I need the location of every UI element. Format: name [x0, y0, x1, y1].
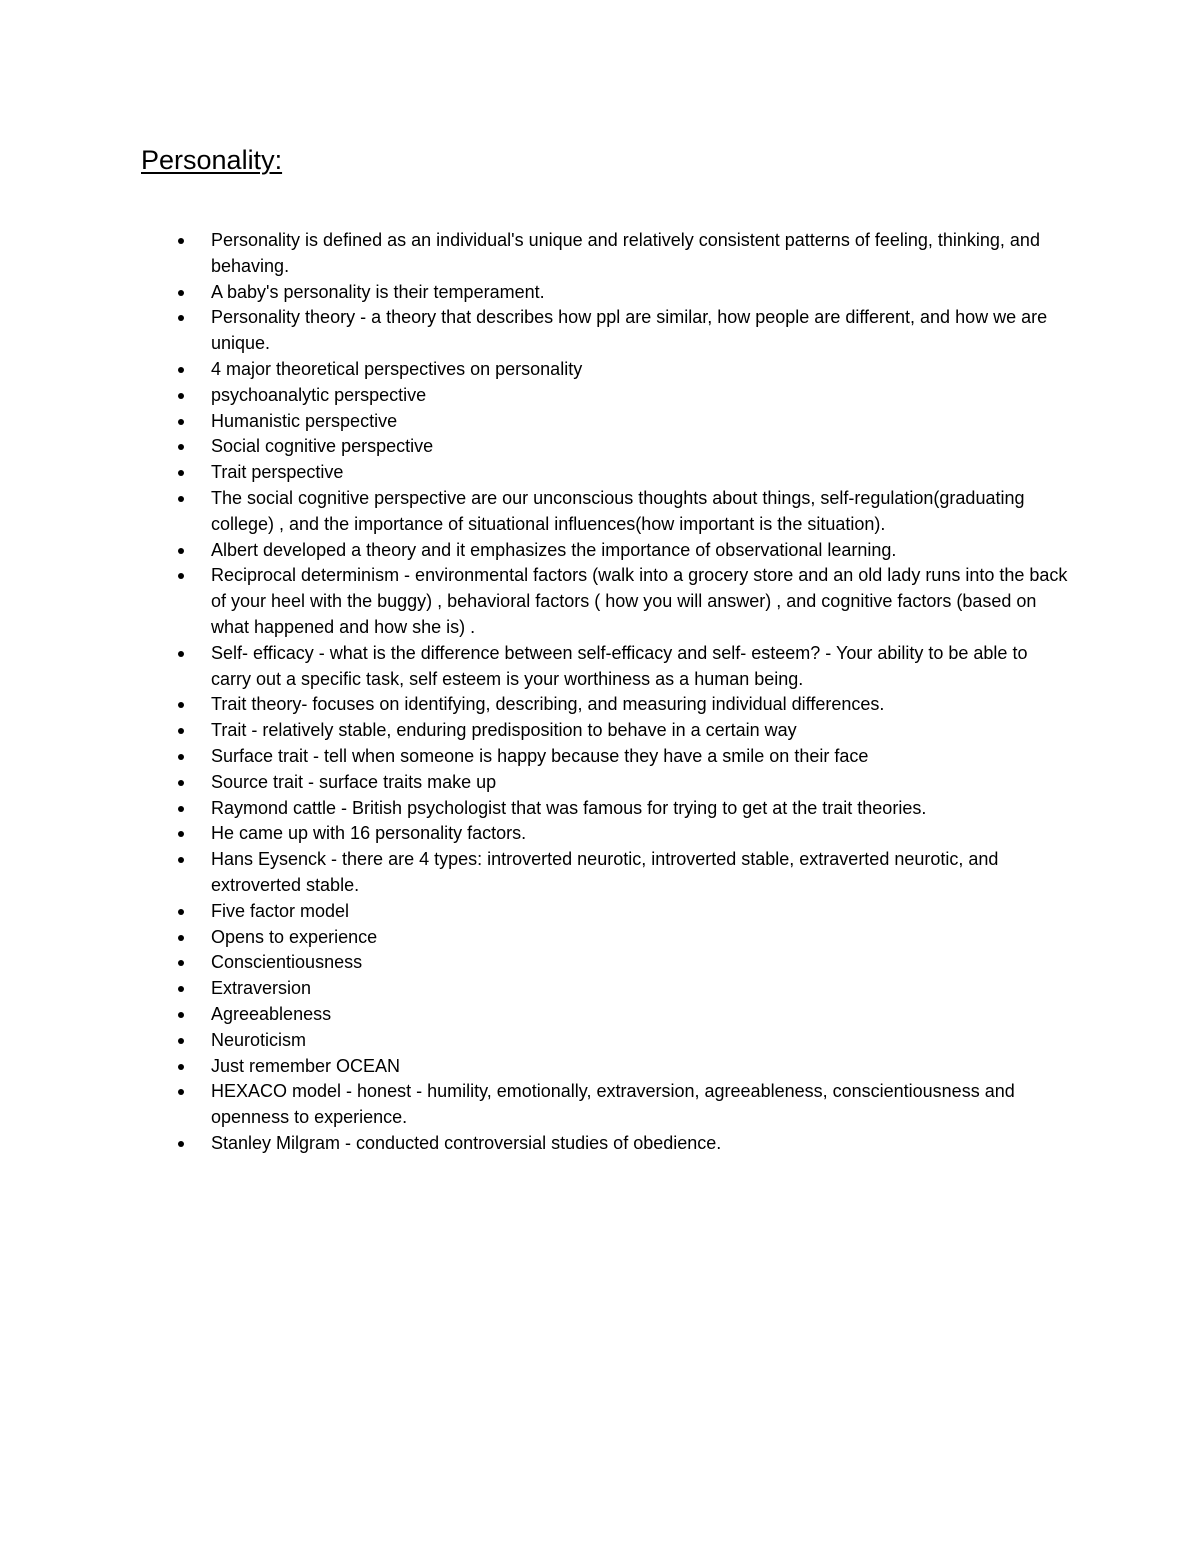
list-item-text: Neuroticism — [211, 1029, 307, 1050]
bullet-dot-icon — [178, 470, 184, 476]
bullet-dot-icon — [178, 1012, 184, 1018]
bullet-dot-icon — [178, 806, 184, 812]
list-item-text: Social cognitive perspective — [211, 436, 434, 457]
list-item-text: Albert developed a theory and it emphasizes the importance of observational learning. — [211, 539, 897, 560]
list-item-text: Extraversion — [211, 978, 312, 999]
list-item-text: He came up with 16 personality factors. — [211, 823, 527, 844]
list-item — [211, 821, 1069, 847]
bullet-dot-icon — [178, 573, 184, 579]
list-item-text: Self- efficacy - what is the difference between self-efficacy and self- esteem? - Your ability to be able to carry out a specific task, self esteem is your worthiness as a human being. — [211, 642, 1028, 689]
list-item-text: Raymond cattle - British psychologist that was famous for trying to get at the trait theories. — [211, 797, 927, 818]
bullet-dot-icon — [178, 909, 184, 915]
list-item-text: Trait theory- focuses on identifying, describing, and measuring individual differences. — [211, 694, 885, 715]
bullet-dot-icon — [178, 831, 184, 837]
list-item — [211, 1079, 1069, 1131]
list-item-text: Stanley Milgram - conducted controversial studies of obedience. — [211, 1132, 722, 1153]
bullet-list — [211, 228, 1069, 1157]
bullet-dot-icon — [178, 960, 184, 966]
bullet-dot-icon — [178, 754, 184, 760]
list-item — [211, 1131, 1069, 1157]
list-item — [211, 486, 1069, 538]
list-item-text: Trait perspective — [211, 462, 344, 483]
bullet-dot-icon — [178, 651, 184, 657]
list-item — [211, 228, 1069, 280]
list-item — [211, 434, 1069, 460]
list-item-text: Opens to experience — [211, 926, 378, 947]
bullet-dot-icon — [178, 548, 184, 554]
list-item-text: HEXACO model - honest - humility, emotionally, extraversion, agreeableness, conscientiousness and openness to experience. — [211, 1081, 1015, 1128]
bullet-dot-icon — [178, 238, 184, 244]
list-item — [211, 976, 1069, 1002]
list-item-text: Five factor model — [211, 900, 350, 921]
list-item-text: A baby's personality is their temperament. — [211, 281, 545, 302]
list-item — [211, 1054, 1069, 1080]
list-item — [211, 1028, 1069, 1054]
bullet-dot-icon — [178, 367, 184, 373]
list-item — [211, 357, 1069, 383]
list-item-text: Trait - relatively stable, enduring predisposition to behave in a certain way — [211, 720, 797, 741]
list-item-text: Humanistic perspective — [211, 410, 398, 431]
bullet-dot-icon — [178, 315, 184, 321]
list-item — [211, 770, 1069, 796]
bullet-dot-icon — [178, 496, 184, 502]
list-item — [211, 538, 1069, 564]
bullet-dot-icon — [178, 935, 184, 941]
bullet-dot-icon — [178, 1141, 184, 1147]
page-title: Personality: — [141, 145, 283, 175]
list-item-text: The social cognitive perspective are our unconscious thoughts about things, self-regulation(graduating college) , and the importance of situational influences(how important is the situation). — [211, 487, 1025, 534]
bullet-dot-icon — [178, 419, 184, 425]
bullet-dot-icon — [178, 393, 184, 399]
list-item-text: Personality theory - a theory that describes how ppl are similar, how people are different, and how we are unique. — [211, 307, 1048, 354]
list-item — [211, 383, 1069, 409]
list-item — [211, 460, 1069, 486]
list-item-text: psychoanalytic perspective — [211, 384, 427, 405]
list-item — [211, 744, 1069, 770]
list-item-text: Reciprocal determinism - environmental factors (walk into a grocery store and an old lady runs into the back of your heel with the buggy) , behavioral factors ( how you will answer) , and cognitive factors (based on what happened and how she is) . — [211, 565, 1068, 637]
bullet-dot-icon — [178, 1038, 184, 1044]
list-item-text: Hans Eysenck - there are 4 types: introverted neurotic, introverted stable, extraverted neurotic, and extroverted stable. — [211, 849, 999, 895]
bullet-dot-icon — [178, 986, 184, 992]
bullet-dot-icon — [178, 290, 184, 296]
list-item-text: 4 major theoretical perspectives on personality — [211, 358, 583, 379]
list-item — [211, 796, 1069, 822]
list-item — [211, 409, 1069, 435]
list-item-text: Surface trait - tell when someone is happy because they have a smile on their face — [211, 745, 869, 766]
bullet-dot-icon — [178, 1089, 184, 1095]
list-item — [211, 718, 1069, 744]
list-item — [211, 925, 1069, 951]
list-item — [211, 1002, 1069, 1028]
list-item-text: Conscientiousness — [211, 952, 363, 973]
bullet-dot-icon — [178, 780, 184, 786]
list-item — [211, 899, 1069, 925]
bullet-dot-icon — [178, 702, 184, 708]
list-item — [211, 692, 1069, 718]
list-item-text: Personality is defined as an individual's unique and relatively consistent patterns of feeling, thinking, and behaving. — [211, 230, 1040, 276]
list-item — [211, 641, 1069, 693]
list-item-text: Just remember OCEAN — [211, 1055, 401, 1076]
list-item — [211, 280, 1069, 306]
bullet-dot-icon — [178, 1064, 184, 1070]
bullet-dot-icon — [178, 728, 184, 734]
list-item-text: Source trait - surface traits make up — [211, 771, 497, 792]
list-item — [211, 305, 1069, 357]
list-item — [211, 563, 1069, 640]
list-item — [211, 847, 1069, 899]
bullet-dot-icon — [178, 857, 184, 863]
bullet-dot-icon — [178, 444, 184, 450]
list-item-text: Agreeableness — [211, 1003, 332, 1024]
list-item — [211, 950, 1069, 976]
